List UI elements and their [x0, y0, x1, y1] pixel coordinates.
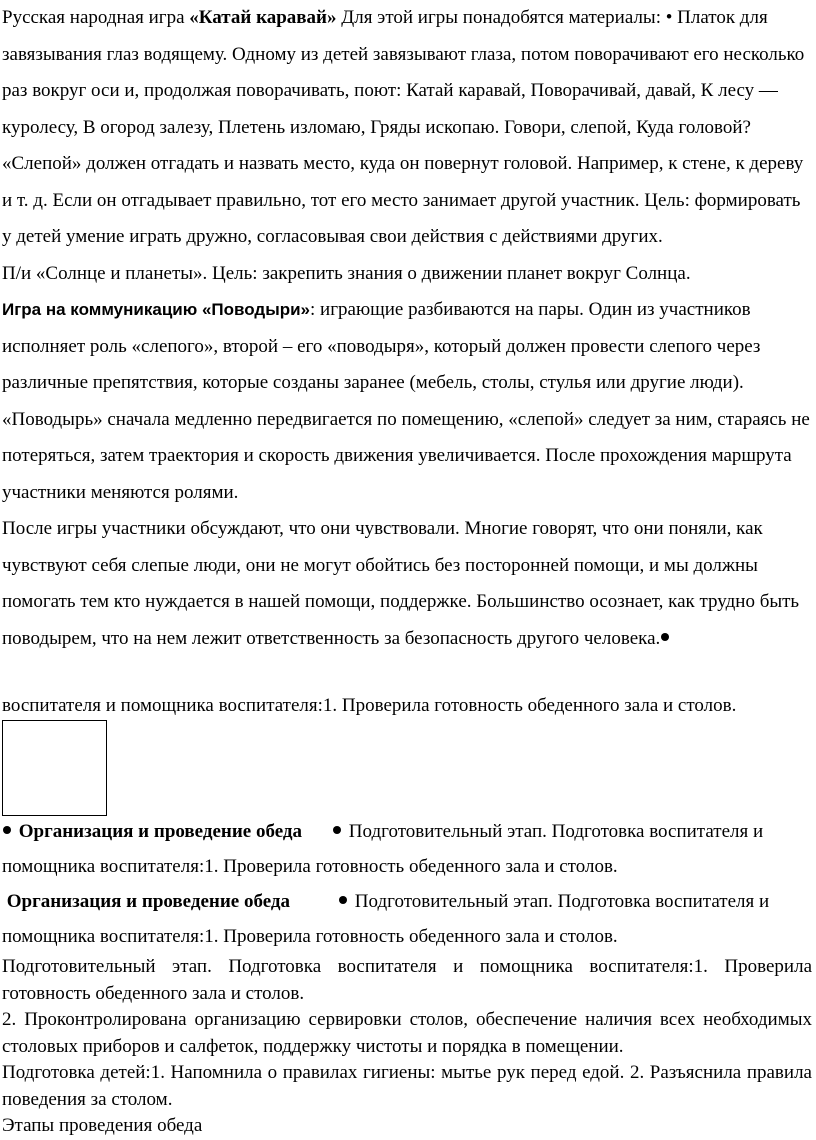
- game-title-povodyri: Игра на коммуникацию «Поводыри»: [2, 300, 311, 319]
- paragraph-table-setting: 2. Проконтролирована организацию сервировки столов, обеспечение наличия всех необходимых столовых приборов и салфеток, поддержку чистоты и порядка в помещении.: [2, 1009, 812, 1057]
- section-lunch: [0, 814, 816, 1140]
- heading-lunch: Организация и проведение обеда: [6, 891, 291, 912]
- bullet-icon: [661, 633, 669, 641]
- bullet-icon: [3, 826, 11, 834]
- paragraph-lunch-2: [0, 884, 816, 954]
- stage-text: Подготовительный этап. Подготовка воспитателя и помощника воспитателя:1. Проверила готовность обеденного зала и столов.: [2, 891, 770, 947]
- paragraph-sun-and-planets: П/и «Солнце и планеты». Цель: закрепить знания о движении планет вокруг Солнца.: [2, 262, 691, 284]
- paragraph-lead: Русская народная игра: [2, 7, 190, 28]
- stage-text: Подготовительный этап. Подготовка воспитателя и помощника воспитателя:1. Проверила готовность обеденного зала и столов.: [2, 821, 764, 877]
- paragraph-children-prep: Подготовка детей:1. Напомнила о правилах гигиены: мытье рук перед едой. 2. Разъяснила правила поведения за столом.: [2, 1062, 812, 1110]
- paragraph-discussion: [0, 511, 816, 657]
- paragraph-body: Для этой игры понадобятся материалы: • Платок для завязывания глаз водящему. Одному из детей завязывают глаза, потом поворачивают его несколько раз вокруг оси и, продолжая поворачивать, поют: Катай каравай, Поворачивай, давай, К лесу — куролесу, В огород залезу, Плетень изломаю, Гряды ископаю. Говори, слепой, Куда головой? «Слепой» должен отгадать и назвать место, куда он повернут головой. Например, к стене, к дереву и т. д. Если он отгадывает правильно, тот его место занимает другой участник. Цель: формировать у детей умение играть дружно, согласовывая свои действия с действиями других.: [2, 7, 805, 247]
- bullet-icon: [333, 826, 341, 834]
- paragraph-povodyri: [0, 292, 816, 511]
- paragraph-prep-stage: Подготовительный этап. Подготовка воспитателя и помощника воспитателя:1. Проверила готовность обеденного зала и столов.: [2, 956, 812, 1004]
- heading-lunch: Организация и проведение обеда: [18, 821, 303, 842]
- section-teacher-prep: [0, 688, 816, 723]
- paragraph-body: : играющие разбиваются на пары. Один из участников исполняет роль «слепого», второй – его «поводыря», который должен провести слепого через различные препятствия, которые созданы заранее (мебель, столы, стулья или другие люди). «Поводырь» сначала медленно передвигается по помещению, «слепой» следует за ним, стараясь не потеряться, затем траектория и скорость движения увеличивается. После прохождения маршрута участники меняются ролями.: [2, 299, 810, 503]
- paragraph-teacher-prep: воспитателя и помощника воспитателя:1. Проверила готовность обеденного зала и столов.: [2, 695, 737, 716]
- paragraph-katay-karavay: [0, 0, 816, 256]
- empty-frame: [2, 720, 107, 816]
- game-title-katay-karavay: «Катай каравай»: [189, 7, 337, 28]
- paragraph-text: После игры участники обсуждают, что они чувствовали. Многие говорят, что они поняли, как чувствуют себя слепые люди, они не могут обойтись без посторонней помощи, и мы должны помогать тем кто нуждается в нашей помощи, поддержке. Большинство осознает, как трудно быть поводырем, что на нем лежит ответственность за безопасность другого человека.: [2, 518, 800, 649]
- paragraph-lunch-1: [0, 814, 816, 884]
- paragraph-lunch-stages: Этапы проведения обеда: [2, 1115, 203, 1136]
- bullet-icon: [339, 896, 347, 904]
